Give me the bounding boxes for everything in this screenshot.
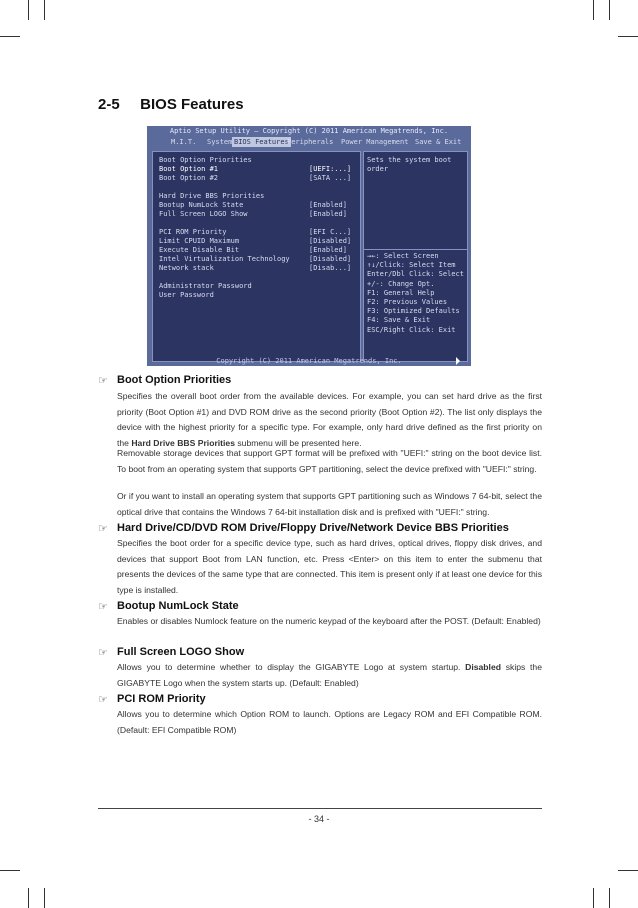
- bios-row-value: [Disabled]: [309, 255, 352, 263]
- bios-tabs: [147, 137, 471, 147]
- bios-row-label: Limit CPUID Maximum: [159, 237, 240, 245]
- pointing-hand-icon: ☞: [98, 375, 108, 387]
- bios-tab-system[interactable]: System: [207, 138, 233, 146]
- bios-row-value: [Disabled]: [309, 237, 352, 245]
- bios-screenshot: [147, 126, 471, 366]
- bios-help-panel: [363, 151, 468, 362]
- item-paragraph: Or if you want to install an operating system that supports GPT partitioning such as Windows 7 64-bit, select the optical drive that contains the Windows 7 64-bit installation disk and is prefixed with "UEFI:" string.: [117, 491, 542, 517]
- bios-key-item: +/-: Change Opt.: [367, 279, 435, 288]
- pointing-hand-icon: ☞: [98, 523, 108, 535]
- bios-row-label: Execute Disable Bit: [159, 246, 240, 254]
- bios-key-item: F3: Optimized Defaults: [367, 307, 460, 316]
- bios-key-item: F2: Previous Values: [367, 298, 448, 307]
- bios-row-value: [Enabled]: [309, 210, 347, 218]
- bios-row-label: Full Screen LOGO Show: [159, 210, 248, 218]
- bios-title: Aptio Setup Utility – Copyright (C) 2011 American Megatrends, Inc.: [169, 127, 449, 135]
- item-paragraph: Specifies the boot order for a specific device type, such as hard drives, optical drives, floppy disk drives, and devices that support Boot from LAN function, etc. Press <Enter> on this item to enter the submenu that presents the devices of the same type that are connected. This item is present only if at least one device for this type is installed.: [117, 538, 542, 595]
- crop-mark: [609, 0, 610, 20]
- bios-row-label: Boot Option Priorities: [159, 156, 252, 164]
- bios-row-label: User Password: [159, 291, 214, 299]
- bios-tab-bios-features[interactable]: BIOS Features: [234, 138, 289, 146]
- item-title: Hard Drive/CD/DVD ROM Drive/Floppy Drive/Network Device BBS Priorities: [117, 522, 509, 534]
- bios-row-value: [EFI C...]: [309, 228, 352, 236]
- bios-tab-peripherals[interactable]: Peripherals: [287, 138, 334, 146]
- bios-row-label: Boot Option #2: [159, 174, 219, 182]
- bios-key-item: F1: General Help: [367, 288, 435, 297]
- bios-row-label: Hard Drive BBS Priorities: [159, 192, 265, 200]
- bios-key-item: →←: Select Screen: [367, 252, 439, 260]
- crop-mark: [593, 0, 594, 20]
- crop-mark: [0, 870, 20, 871]
- bios-row-value: [UEFI:...]: [309, 165, 352, 173]
- item-paragraph: Specifies the overall boot order from the available devices. For example, you can set hard drive as the first priority (Boot Option #1) and DVD ROM drive as the second priority (Boot Option #2). The list only displays the device with the highest priority for a specific type. For example, only hard drive defined as the first priority on the Hard Drive BBS Priorities submenu will be presented here.: [117, 391, 542, 448]
- bios-footer: Copyright (C) 2011 American Megatrends, Inc.: [216, 357, 402, 365]
- crop-mark: [618, 870, 638, 871]
- bios-key-item: F4: Save & Exit: [367, 316, 431, 325]
- pointing-hand-icon: ☞: [98, 647, 108, 659]
- section-heading: [98, 96, 244, 113]
- crop-mark: [593, 888, 594, 908]
- crop-mark: [28, 0, 29, 20]
- bios-tab-power-management[interactable]: Power Management: [341, 138, 409, 146]
- crop-mark: [618, 36, 638, 37]
- bios-tab-save-exit[interactable]: Save & Exit: [415, 138, 462, 146]
- bios-row-value: [SATA ...]: [309, 174, 352, 182]
- bios-row-value: [Enabled]: [309, 246, 347, 254]
- item-paragraph: Allows you to determine whether to display the GIGABYTE Logo at system startup. Disabled skips the GIGABYTE Logo when the system starts up. (Default: Enabled): [117, 662, 542, 688]
- bios-row-label: Administrator Password: [159, 282, 252, 290]
- item-title: PCI ROM Priority: [117, 693, 206, 705]
- bios-row-label: Boot Option #1: [159, 165, 219, 173]
- item-title: Full Screen LOGO Show: [117, 646, 245, 658]
- bios-key-item: ↑↓/Click: Select Item: [367, 261, 456, 270]
- page-number: - 34 -: [308, 814, 330, 824]
- item-paragraph: Allows you to determine which Option ROM to launch. Options are Legacy ROM and EFI Compatible ROM. (Default: EFI Compatible ROM): [117, 709, 542, 735]
- bios-main-panel: [152, 151, 361, 362]
- crop-mark: [44, 888, 45, 908]
- bios-row-label: PCI ROM Priority: [159, 228, 227, 236]
- footer-rule: [98, 808, 542, 809]
- item-paragraph: Removable storage devices that support GPT format will be prefixed with "UEFI:" string on the boot device list. To boot from an operating system that supports GPT partitioning, select the device prefixed with "UEFI:" string.: [117, 448, 542, 474]
- mouse-pointer-icon: [456, 357, 460, 365]
- crop-mark: [0, 36, 20, 37]
- crop-mark: [28, 888, 29, 908]
- crop-mark: [609, 888, 610, 908]
- section-title: BIOS Features: [140, 96, 244, 113]
- bios-key-legend: [367, 252, 464, 335]
- bios-help-text: Sets the system boot order: [367, 156, 452, 173]
- bios-key-item: ESC/Right Click: Exit: [367, 325, 456, 334]
- section-number: 2-5: [98, 96, 120, 113]
- item-paragraph: Enables or disables Numlock feature on the numeric keypad of the keyboard after the POST. (Default: Enabled): [117, 616, 541, 626]
- bios-key-item: Enter/Dbl Click: Select: [367, 270, 464, 279]
- bios-tab-mit[interactable]: M.I.T.: [171, 138, 197, 146]
- pointing-hand-icon: ☞: [98, 601, 108, 613]
- item-title: Bootup NumLock State: [117, 600, 239, 612]
- pointing-hand-icon: ☞: [98, 694, 108, 706]
- bios-row-value: [Enabled]: [309, 201, 347, 209]
- crop-mark: [44, 0, 45, 20]
- bios-row-label: Bootup NumLock State: [159, 201, 244, 209]
- bios-help-divider: [364, 249, 467, 250]
- bios-row-label: Intel Virtualization Technology: [159, 255, 290, 263]
- item-title: Boot Option Priorities: [117, 374, 232, 386]
- bios-row-label: Network stack: [159, 264, 214, 272]
- bios-row-value: [Disab...]: [309, 264, 352, 272]
